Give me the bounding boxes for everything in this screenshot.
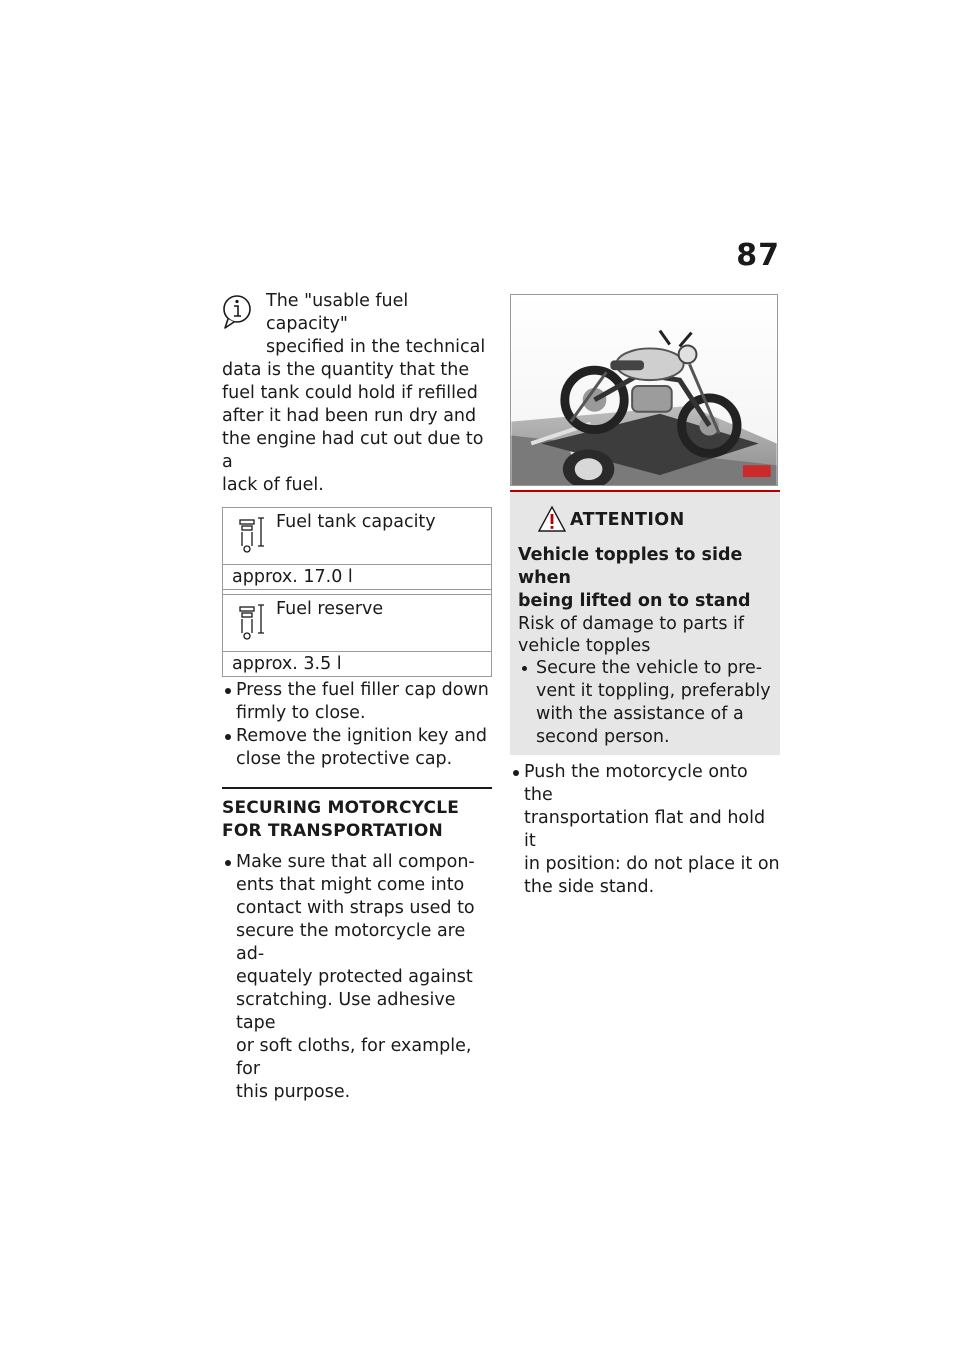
bullet-icon	[225, 860, 231, 866]
info-note	[222, 290, 492, 497]
list-item: Remove the ignition key and close the protective cap.	[222, 725, 492, 771]
attention-list	[518, 657, 772, 749]
list-item: Press the fuel filler cap down firmly to close.	[222, 679, 492, 725]
warning-triangle-icon	[538, 506, 566, 532]
step-list	[222, 851, 492, 1104]
spec-row	[223, 508, 491, 565]
fuel-gauge-icon	[237, 601, 269, 641]
note-line: fuel tank could hold if refilled	[222, 383, 478, 403]
fuel-gauge-icon	[237, 514, 269, 554]
attention-subtitle: Vehicle topples to side when being lifted on to stand	[518, 545, 751, 611]
note-line: The "usable fuel capacity"	[266, 291, 409, 334]
bullet-icon	[522, 666, 527, 671]
spec-value: approx. 3.5 l	[232, 654, 342, 674]
bullet-icon	[225, 688, 231, 694]
note-line: lack of fuel.	[222, 475, 324, 495]
attention-text: Risk of damage to parts if vehicle topples	[518, 614, 745, 656]
list-item: Secure the vehicle to pre- vent it toppling, preferably with the assistance of a second person.	[518, 657, 772, 749]
note-line: after it had been run dry and	[222, 406, 477, 426]
page-number: 87	[736, 238, 780, 273]
list-item: Make sure that all compon- ents that might come into contact with straps used to secure the motorcycle are ad- equately protected against scratching. Use adhesive tape or soft cloths, for example, for this purpose.	[222, 851, 492, 1104]
spec-table	[222, 507, 492, 677]
step-list	[222, 679, 492, 771]
spec-value: approx. 17.0 l	[232, 567, 353, 587]
step-list	[510, 761, 780, 899]
section-divider	[222, 787, 492, 789]
spec-label: Fuel tank capacity	[276, 512, 436, 532]
spec-row	[223, 595, 491, 652]
spec-label: Fuel reserve	[276, 599, 384, 619]
right-column	[510, 294, 780, 899]
note-line: the engine had cut out due to a	[222, 429, 484, 472]
attention-box	[510, 490, 780, 755]
motorcycle-on-trailer-photo	[510, 294, 778, 486]
list-item: Push the motorcycle onto the transportation flat and hold it in position: do not place it on the side stand.	[510, 761, 780, 899]
section-heading: SECURING MOTORCYCLE FOR TRANSPORTATION	[222, 798, 460, 841]
note-line: specified in the technical	[266, 337, 486, 357]
info-icon	[222, 292, 252, 330]
bullet-icon	[513, 770, 519, 776]
bullet-icon	[225, 734, 231, 740]
attention-title: ATTENTION	[570, 510, 685, 530]
note-line: data is the quantity that the	[222, 360, 470, 380]
left-column	[222, 290, 492, 1104]
